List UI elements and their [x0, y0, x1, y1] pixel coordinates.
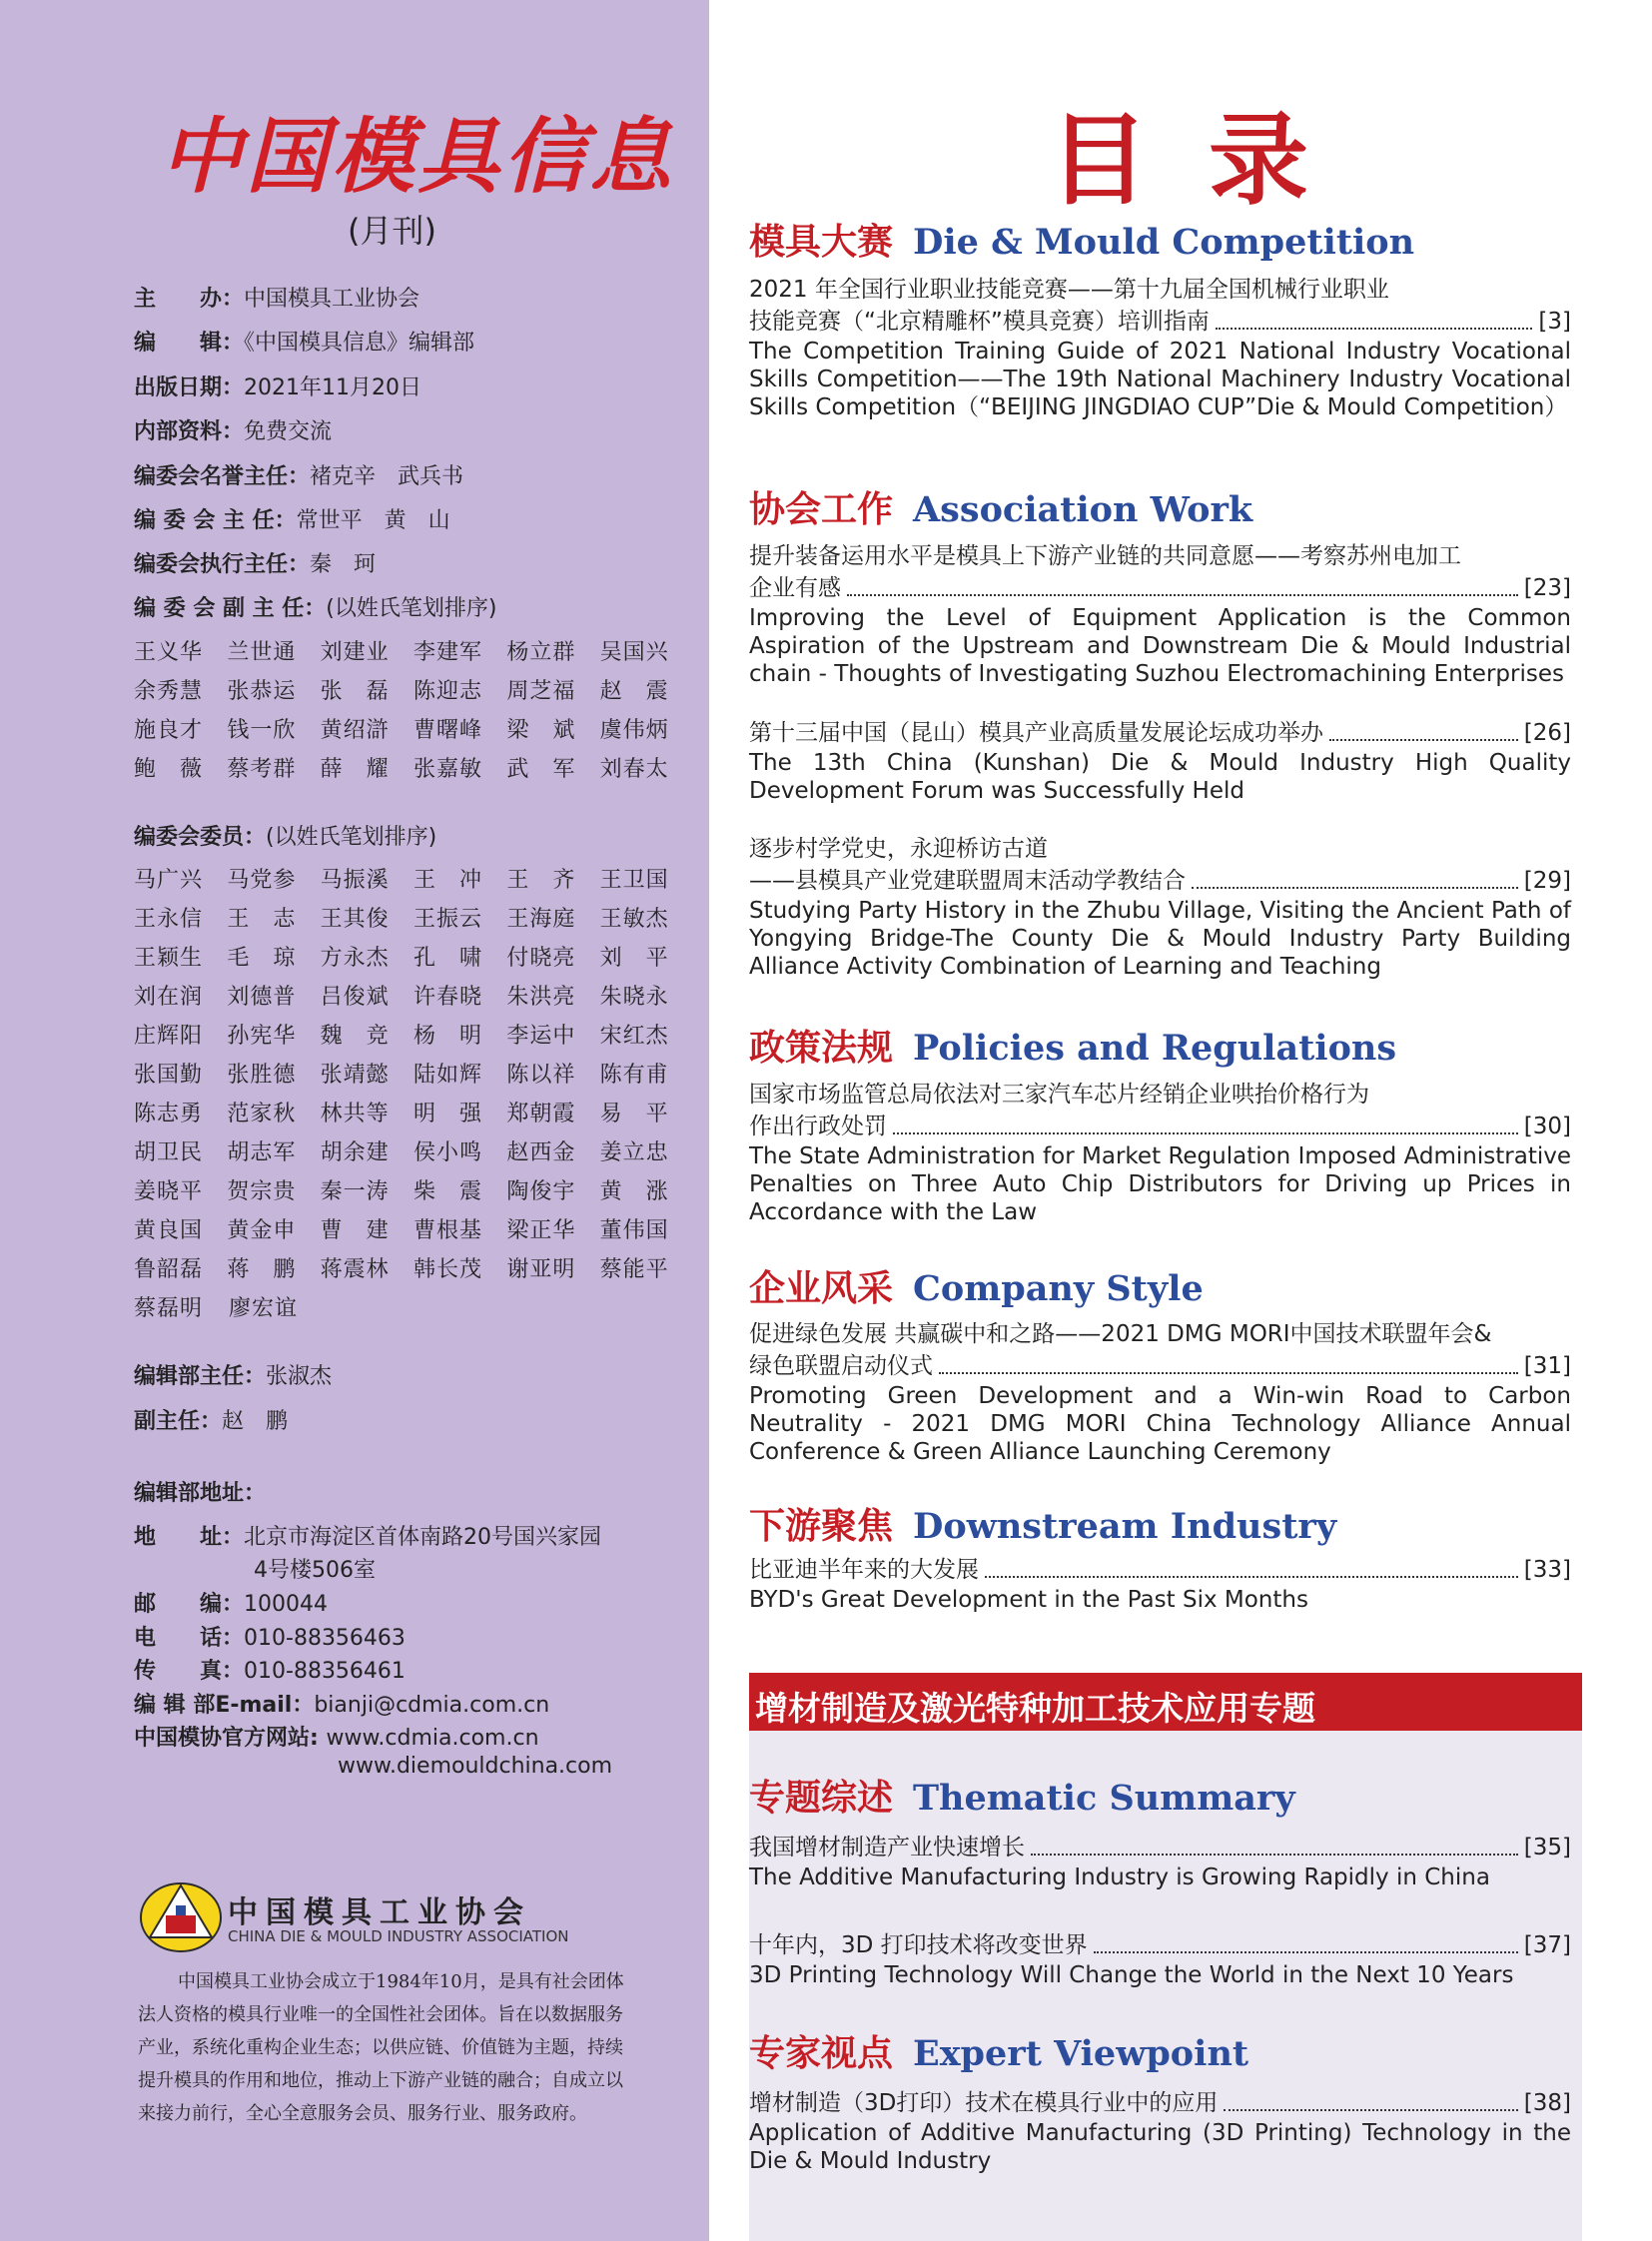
page-number: [30]: [1523, 1114, 1571, 1139]
section-heading-downstream: 下游聚焦 Downstream Industry: [749, 1505, 1337, 1547]
magazine-title: 中国模具信息: [160, 109, 675, 205]
deputy-editor: 副主任：赵 鹏: [134, 1409, 289, 1434]
info-date: 出版日期：2021年11月20日: [134, 375, 421, 400]
vice-directors-list: 王义华 兰世通 刘建业 李建军 杨立群 吴国兴 余秀慧 张恭运 张 磊 陈迎志 周芝福 赵 震 施良才 钱一欣 黄绍滸 曹曙峰 梁 斌 虞伟炳 鲍 薇 蔡考群 薛 耀 张嘉敏 武 军 刘春太: [134, 640, 669, 782]
page-number: [3]: [1538, 309, 1571, 335]
toc-entry[interactable]: 比亚迪半年来的大发展 [33] BYD's Great Development in the Past Six Months: [749, 1554, 1571, 1614]
page-number: [38]: [1523, 2090, 1571, 2116]
info-sponsor: 主 办：中国模具工业协会: [134, 287, 420, 312]
email: 编 辑 部E-mail：bianji@cdmia.com.cn: [134, 1693, 550, 1718]
toc-entry[interactable]: 逐步村学党史，永迎桥访古道 ——县模具产业党建联盟周末活动学教结合 [29] Studying Party History in the Zhubu Village, Visiting the Ancient Path of Yongying Bridge-The County Die & Mould Industry Party Building Alliance Activity Combination of Learning and Teaching: [749, 836, 1571, 980]
toc-entry[interactable]: 我国增材制造产业快速增长 [35] The Additive Manufacturing Industry is Growing Rapidly in China: [749, 1832, 1571, 1891]
special-topic-banner: 增材制造及激光特种加工技术应用专题: [749, 1673, 1582, 1731]
info-vice-heading: 编 委 会 副 主 任：(以姓氏笔划排序): [134, 596, 497, 621]
info-director: 编 委 会 主 任：常世平 黄 山: [134, 508, 450, 533]
association-name-en: CHINA DIE & MOULD INDUSTRY ASSOCIATION: [228, 1927, 569, 1945]
fax: 传 真：010-88356461: [134, 1659, 406, 1684]
page-number: [26]: [1523, 720, 1571, 746]
address-heading: 编辑部地址：: [134, 1481, 267, 1506]
info-internal: 内部资料：免费交流: [134, 419, 333, 444]
monthly-label: (月刊): [348, 212, 436, 250]
section-heading-expert: 专家视点 Expert Viewpoint: [749, 2032, 1249, 2074]
phone: 电 话：010-88356463: [134, 1626, 406, 1651]
page-number: [29]: [1523, 868, 1571, 894]
association-logo-icon: [138, 1877, 224, 1953]
left-info-panel: [0, 0, 709, 2241]
section-heading-association: 协会工作 Association Work: [749, 488, 1253, 530]
members-list: 马广兴 马党参 马振溪 王 冲 王 齐 王卫国 王永信 王 志 王其俊 王振云 王海庭 王敏杰 王颖生 毛 琼 方永杰 孔 啸 付晓亮 刘 平 刘在润 刘德普 吕俊斌 许春晓 朱洪亮 朱晓永 庄辉阳 孙宪华 魏 竞 杨 明 李运中 宋红杰 张国勤 张胜德 张靖懿 陆如辉 陈以祥 陈有甫 陈志勇 范家秋 林共等 明 强 郑朝霞 易 平 胡卫民 胡志军 胡余建 侯小鸣 赵西金 姜立忠 姜晓平 贺宗贵 秦一涛 柴 震 陶俊宇 黄 涨 黄良国 黄金申 曹 建 曹根基 梁正华 董伟国 鲁韶磊 蒋 鹏 蒋震林 韩长茂 谢亚明 蔡能平 蔡磊明 廖宏谊: [134, 868, 669, 1321]
postcode: 邮 编：100044: [134, 1592, 328, 1617]
page-number: [31]: [1523, 1353, 1571, 1379]
info-executive: 编委会执行主任：秦 珂: [134, 552, 377, 577]
page-number: [33]: [1523, 1557, 1571, 1583]
toc-entry[interactable]: 增材制造（3D打印）技术在模具行业中的应用 [38] Application of Additive Manufacturing (3D Printing) Technology in the Die & Mould Industry: [749, 2087, 1571, 2175]
chief-editor: 编辑部主任：张淑杰: [134, 1364, 333, 1389]
toc-entry[interactable]: 第十三届中国（昆山）模具产业高质量发展论坛成功举办 [26] The 13th China (Kunshan) Die & Mould Industry High Quality Development Forum was Successfully Held: [749, 717, 1571, 805]
address-line-2: 4号楼506室: [254, 1558, 376, 1583]
toc-entry[interactable]: 促进绿色发展 共赢碳中和之路——2021 DMG MORI中国技术联盟年会& 绿色联盟启动仪式 [31] Promoting Green Development and a Win-win Road to Carbon Neutrality - 2021 DMG MORI China Technology Alliance Annual Conference & Green Alliance Launching Ceremony: [749, 1321, 1571, 1465]
info-honorary: 编委会名誉主任：褚克辛 武兵书: [134, 464, 464, 489]
section-heading-thematic: 专题综述 Thematic Summary: [749, 1777, 1295, 1819]
toc-entry[interactable]: 提升装备运用水平是模具上下游产业链的共同意愿——考察苏州电加工 企业有感 [23] Improving the Level of Equipment Application is the Common Aspiration of the Upstream and Downstream Die & Mould Industrial chain - Thoughts of Investigating Suzhou Electromachining Enterprises: [749, 543, 1571, 687]
toc-entry[interactable]: 2021 年全国行业职业技能竞赛——第十九届全国机械行业职业 技能竞赛（“北京精雕杯”模具竞赛）培训指南 [3] The Competition Training Guide of 2021 National Industry Vocational Skills Competition——The 19th National Machinery Industry Vocational Skills Competition（“BEIJING JINGDIAO CUP”Die & Mould Competition）: [749, 277, 1571, 420]
website-2: www.diemouldchina.com: [338, 1754, 613, 1779]
website: 中国模协官方网站: www.cdmia.com.cn: [134, 1726, 539, 1751]
toc-entry[interactable]: 十年内，3D 打印技术将改变世界 [37] 3D Printing Technology Will Change the World in the Next 10 Years: [749, 1929, 1571, 1989]
page-number: [23]: [1523, 575, 1571, 601]
info-editor: 编 辑：《中国模具信息》编辑部: [134, 331, 475, 356]
section-heading-competition: 模具大赛 Die & Mould Competition: [749, 221, 1415, 263]
page-number: [35]: [1523, 1835, 1571, 1861]
section-heading-policies: 政策法规 Policies and Regulations: [749, 1027, 1397, 1069]
address-line: 地 址：北京市海淀区首体南路20号国兴家园: [134, 1525, 602, 1550]
members-heading: 编委会委员：(以姓氏笔划排序): [134, 825, 437, 850]
toc-entry[interactable]: 国家市场监管总局依法对三家汽车芯片经销企业哄抬价格行为 作出行政处罚 [30] The State Administration for Market Regulation Imposed Administrative Penalties on Three Auto Chip Distributors for Driving up Prices in Accordance with the Law: [749, 1082, 1571, 1225]
page-number: [37]: [1523, 1932, 1571, 1958]
association-name-cn: 中国模具工业协会: [228, 1895, 531, 1930]
section-heading-company: 企业风采 Company Style: [749, 1267, 1204, 1309]
association-description: 中国模具工业协会成立于1984年10月，是具有社会团体法人资格的模具行业唯一的全国性社会团体。旨在以数据服务产业，系统化重构企业生态；以供应链、价值链为主题，持续提升模具的作用和地位，推动上下游产业链的融合；自成立以来接力前行，全心全意服务会员、服务行业、服务政府。: [138, 1971, 624, 2124]
toc-title: 目录: [1049, 101, 1368, 219]
